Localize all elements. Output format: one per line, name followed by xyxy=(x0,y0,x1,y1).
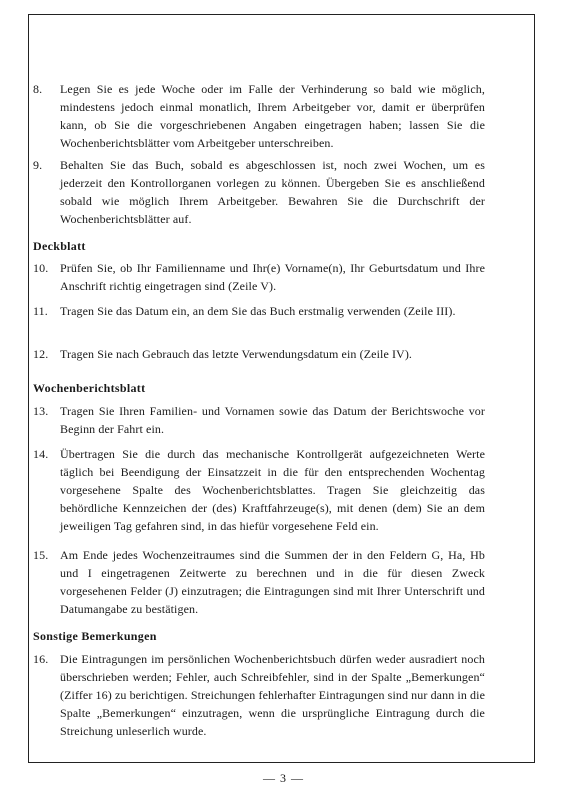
item-text: Am Ende jedes Wochenzeitraumes sind die Summen der in den Feldern G, Ha, Hb und I eingetragenen Zeitwerte zu berechnen und in die für diesen Zweck vorgesehenen Felder (J) einzutragen; die Eintragungen sind mit Ihrer Unterschrift und Datumangabe zu bestätigen. xyxy=(60,548,485,616)
section-heading-deckblatt: Deckblatt xyxy=(33,239,86,253)
item-number: 14. xyxy=(33,447,49,461)
item-text: Tragen Sie nach Gebrauch das letzte Verwendungsdatum ein (Zeile IV). xyxy=(60,347,413,361)
item-number: 11. xyxy=(33,304,48,318)
item-number: 9. xyxy=(33,158,43,172)
page-number: — 3 — xyxy=(263,771,304,785)
instruction-item-15 xyxy=(33,546,485,618)
instruction-item-13 xyxy=(33,402,485,438)
item-text: Behalten Sie das Buch, sobald es abgeschlossen ist, noch zwei Wochen, um es jederzeit den Kontrollorganen vorlegen zu können. Übergeben Sie es anschließend sobald wie möglich Ihrem Arbeitgeber. Bewahren Sie die Durchschrift der Wochenberichtsblätter auf. xyxy=(60,158,485,226)
instruction-item-9 xyxy=(33,156,485,228)
item-number: 16. xyxy=(33,652,49,666)
instruction-item-12 xyxy=(33,345,485,363)
item-text: Legen Sie es jede Woche oder im Falle der Verhinderung so bald wie möglich, mindestens jedoch einmal monatlich, Ihrem Arbeitgeber vor, damit er überprüfen kann, ob Sie die vorgeschriebenen Angaben eingetragen haben; lassen Sie die Wochenberichtsblätter vom Arbeitgeber unterschreiben. xyxy=(60,82,485,150)
item-text: Prüfen Sie, ob Ihr Familienname und Ihr(e) Vorname(n), Ihr Geburtsdatum und Ihre Anschrift richtig eingetragen sind (Zeile V). xyxy=(60,261,485,293)
section-heading-wochenberichtsblatt: Wochenberichtsblatt xyxy=(33,381,146,395)
item-text: Die Eintragungen im persönlichen Wochenberichtsbuch dürfen weder ausradiert noch überschrieben werden; Fehler, auch Schreibfehler, sind in der Spalte „Bemerkungen“ (Ziffer 16) zu berichtigen. Streichungen fehlerhafter Eintragungen sind nur dann in die Spalte „Bemerkungen“ einzutragen, wenn die ursprüngliche Eintragung durch die Streichung unleserlich wurde. xyxy=(60,652,485,738)
item-number: 12. xyxy=(33,347,49,361)
instruction-item-10 xyxy=(33,259,485,295)
instruction-item-8 xyxy=(33,80,485,152)
item-number: 8. xyxy=(33,82,43,96)
item-text: Übertragen Sie die durch das mechanische Kontrollgerät aufgezeichneten Werte täglich bei Beendigung der Einsatzzeit in die für den entsprechenden Wochentag vorgesehene Spalte des Wochenberichtsblattes. Tragen Sie gleichzeitig das behördliche Kennzeichen der (des) Kraftfahrzeuge(s), mit denen (dem) Sie an dem jeweiligen Tag gefahren sind, in das hiefür vorgesehene Feld ein. xyxy=(60,447,485,533)
item-number: 10. xyxy=(33,261,49,275)
instruction-item-14 xyxy=(33,445,485,535)
instruction-item-16 xyxy=(33,650,485,740)
item-number: 13. xyxy=(33,404,49,418)
item-number: 15. xyxy=(33,548,49,562)
item-text: Tragen Sie Ihren Familien- und Vornamen sowie das Datum der Berichtswoche vor Beginn der Fahrt ein. xyxy=(60,404,485,436)
instruction-item-11 xyxy=(33,302,485,320)
item-text: Tragen Sie das Datum ein, an dem Sie das Buch erstmalig verwenden (Zeile III). xyxy=(60,304,456,318)
section-heading-sonstige-bemerkungen: Sonstige Bemerkungen xyxy=(33,629,157,643)
